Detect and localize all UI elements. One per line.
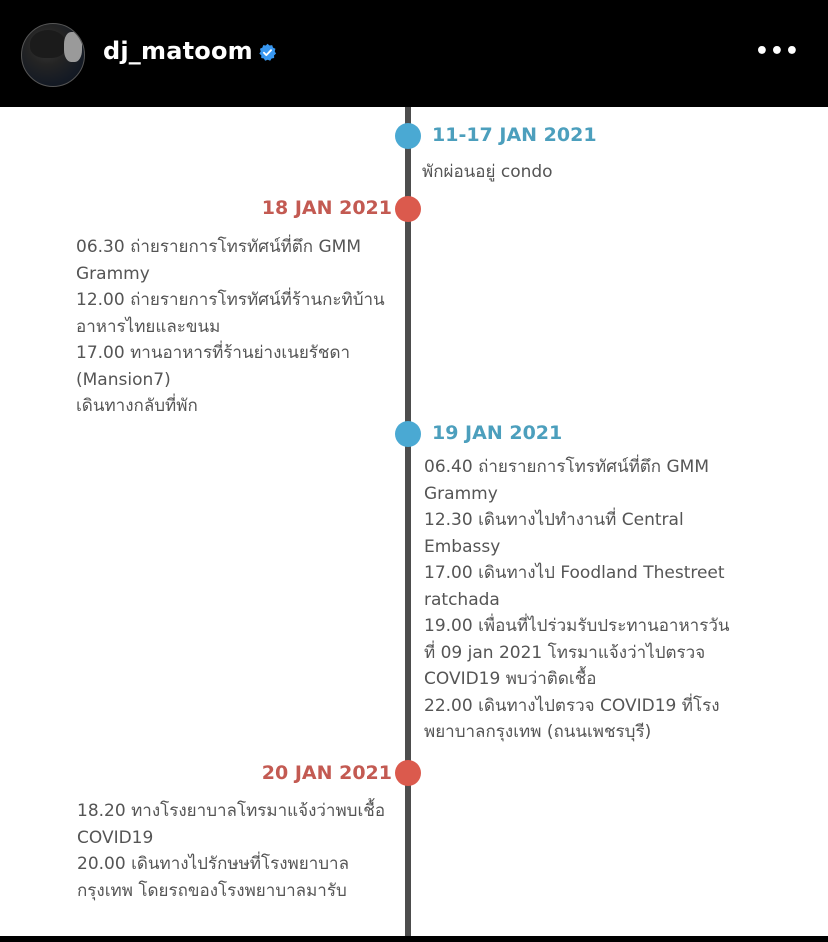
event-line: 19.00 เพื่อนที่ไปร่วมรับประทานอาหารวัน <box>424 616 730 636</box>
event-line: 06.40 ถ่ายรายการโทรทัศน์ที่ตึก GMM <box>424 457 710 477</box>
event-details <box>77 798 385 904</box>
event-line: Grammy <box>76 263 150 284</box>
event-date: 20 JAN 2021 <box>261 762 392 784</box>
verified-badge-icon <box>258 43 277 62</box>
event-line: 22.00 เดินทางไปตรวจ COVID19 ที่โรง <box>424 695 720 716</box>
event-line: 20.00 เดินทางไปรักษษที่โรงพยาบาล <box>77 854 350 874</box>
event-date: 19 JAN 2021 <box>432 422 563 444</box>
event-line: Embassy <box>424 536 501 557</box>
event-details <box>422 159 553 186</box>
event-line: 06.30 ถ่ายรายการโทรทัศน์ที่ตึก GMM <box>76 237 362 257</box>
event-line: ที่ 09 jan 2021 โทรมาแจ้งว่าไปตรวจ <box>424 642 706 663</box>
event-line: 12.00 ถ่ายรายการโทรทัศน์ที่ร้านกะทิบ้าน <box>76 290 385 310</box>
event-line: 17.00 เดินทางไป Foodland Thestreet <box>424 563 725 583</box>
username-link[interactable]: dj_matoom <box>103 37 253 65</box>
event-line: ratchada <box>424 589 500 610</box>
event-date: 11-17 JAN 2021 <box>432 124 597 146</box>
event-line: อาหารไทยและขนม <box>76 316 221 337</box>
event-date: 18 JAN 2021 <box>261 197 392 219</box>
post-header <box>0 0 828 107</box>
more-options-button[interactable]: ••• <box>754 39 800 64</box>
event-line: เดินทางกลับที่พัก <box>76 396 198 416</box>
event-line: Grammy <box>424 483 498 504</box>
timeline-dot-blue <box>395 123 421 149</box>
event-line: 17.00 ทานอาหารที่ร้านย่างเนยรัชดา <box>76 343 351 363</box>
event-details <box>76 234 385 420</box>
timeline-dot-red <box>395 196 421 222</box>
post-image-timeline <box>0 107 828 936</box>
bottom-edge <box>0 936 828 942</box>
event-line: กรุงเทพ โดยรถของโรงพยาบาลมารับ <box>77 880 347 901</box>
timeline-dot-red <box>395 760 421 786</box>
timeline-line <box>405 107 411 936</box>
timeline-dot-blue <box>395 421 421 447</box>
event-line: (Mansion7) <box>76 369 171 390</box>
profile-avatar[interactable] <box>21 23 85 87</box>
event-line: พักผ่อนอยู่ condo <box>422 162 553 182</box>
event-line: 18.20 ทางโรงยาบาลโทรมาแจ้งว่าพบเชื้อ <box>77 801 386 821</box>
event-line: พยาบาลกรุงเทพ (ถนนเพชรบุรี) <box>424 722 652 742</box>
event-line: COVID19 <box>77 827 154 848</box>
event-line: COVID19 พบว่าติดเชื้อ <box>424 669 597 689</box>
event-line: 12.30 เดินทางไปทำงานที่ Central <box>424 510 684 530</box>
event-details <box>424 454 730 746</box>
